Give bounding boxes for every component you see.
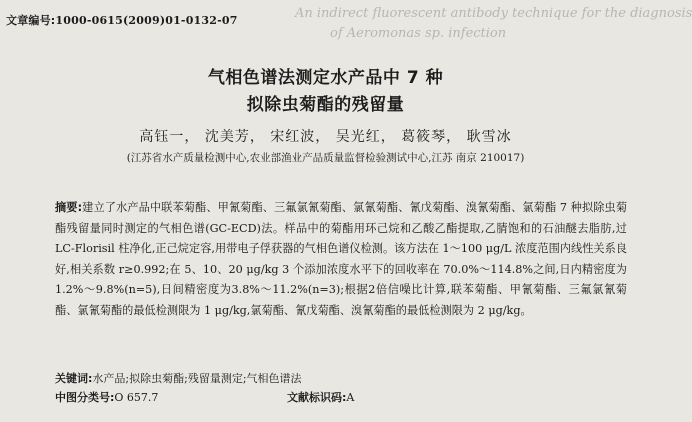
- article-number-value: 1000-0615(2009)01-0132-07: [55, 14, 238, 27]
- keywords-text: 水产品;拟除虫菊酯;残留量测定;气相色谱法: [92, 372, 302, 385]
- bleed-through-line-1: An indirect fluorescent antibody technique for the diagnosis: [295, 6, 692, 21]
- abstract: [55, 198, 627, 322]
- paper-title-line-2: 拟除虫菊酯的残留量: [246, 95, 405, 115]
- abstract-text: 建立了水产品中联苯菊酯、甲氰菊酯、三氟氯氰菊酯、氯氰菊酯、氰戊菊酯、溴氰菊酯、氯菊酯 7 种拟除虫菊酯残留量同时测定的气相色谱(GC-ECD)法。样品中的菊酯用环己烷和乙酸乙酯提取,乙腈饱和的石油醚去脂肪,过 LC-Florisil 柱净化,正己烷定容,用带电子俘获器的气相色谱仪检测。该方法在 1～100 μg/L 浓度范围内线性关系良好,相关系数 r≥0.992;在 5、10、20 μg/kg 3 个添加浓度水平下的回收率在 70.0%～114.8%之间,日内精密度为1.2%～9.8%(n=5),日间精密度为3.8%～11.2%(n=3);根据2倍信噪比计算,联苯菊酯、甲氰菊酯、三氟氯氰菊酯、氯氰菊酯的最低检测限为 1 μg/kg,氯菊酯、氰戊菊酯、溴氰菊酯的最低检测限为 2 μg/kg。: [55, 201, 628, 317]
- article-number-label: 文章编号:: [6, 14, 56, 27]
- document-code-label: 文献标识码:: [287, 391, 347, 404]
- paper-title-line-1: 气相色谱法测定水产品中 7 种: [207, 68, 444, 88]
- bleed-through-line-2: of Aeromonas sp. infection: [330, 26, 507, 41]
- keywords-label: 关键词:: [55, 372, 93, 385]
- author-list: 高钰一， 沈美芳， 宋红波， 吴光红， 葛筱琴， 耿雪冰: [139, 129, 512, 145]
- classification-row: [55, 389, 615, 405]
- clc-value: O 657.7: [114, 391, 159, 404]
- document-code: [287, 389, 354, 405]
- document-code-value: A: [346, 391, 355, 404]
- keywords: [55, 370, 302, 386]
- clc-label: 中图分类号:: [55, 391, 115, 404]
- affiliation: (江苏省水产质量检测中心,农业部渔业产品质量监督检验测试中心,江苏 南京 210017): [126, 152, 525, 164]
- abstract-label: 摘要:: [55, 201, 83, 214]
- article-number: [6, 12, 238, 28]
